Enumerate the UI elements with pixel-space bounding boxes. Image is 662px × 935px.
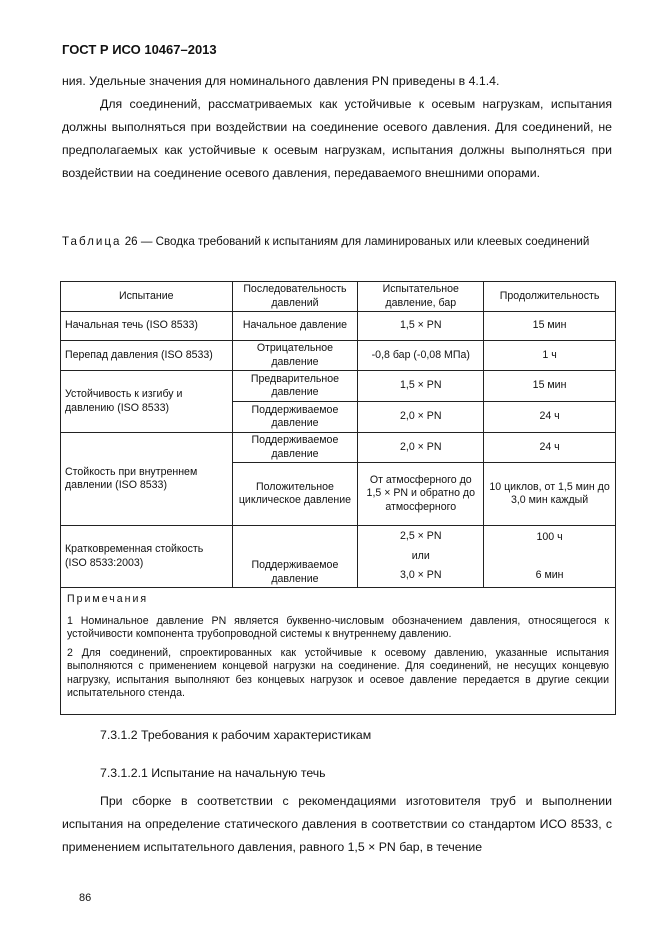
cell-test: Кратковременная стойкость (ISO 8533:2003) [61,526,233,588]
document-header: ГОСТ Р ИСО 10467–2013 [62,42,217,57]
table-caption-label: Таблица [62,235,122,248]
cell-duration: 1 ч [484,341,616,371]
cell-pressure: От атмосферного до 1,5 × PN и обратно до атмосферного [358,463,484,526]
table-notes-row [61,588,616,715]
cell-sequence: Поддерживаемое давление [232,526,358,588]
notes-title: Примечания [67,593,149,605]
table-row [61,526,616,588]
section-heading-73121: 7.3.1.2.1 Испытание на начальную течь [100,766,326,780]
cell-pressure: 2,0 × PN [358,402,484,433]
cell-pressure: 1,5 × PN [358,371,484,402]
cell-duration: 15 мин [484,312,616,341]
test-requirements-table [60,281,616,715]
header-duration: Продолжительность [484,282,616,312]
table-header-row [61,282,616,312]
cell-pressure-options [358,526,484,588]
cell-sequence: Поддерживаемое давление [232,433,358,463]
cell-pressure: -0,8 бар (-0,08 МПа) [358,341,484,371]
section-heading-7312: 7.3.1.2 Требования к рабочим характеристикам [100,728,372,742]
header-test: Испытание [61,282,233,312]
cell-test: Стойкость при внутреннем давлении (ISO 8533) [61,433,233,526]
cell-pressure: 1,5 × PN [358,312,484,341]
duration-option: 100 ч [536,530,563,543]
cell-test: Устойчивость к изгибу и давлению (ISO 8533) [61,371,233,433]
table-row [61,433,616,463]
page-number: 86 [79,892,92,904]
cell-duration-options [484,526,616,588]
cell-duration: 10 циклов, от 1,5 мин до 3,0 мин каждый [484,463,616,526]
pressure-option: 3,0 × PN [400,569,442,582]
cell-sequence: Предварительное давление [232,371,358,402]
table-notes [61,588,616,715]
paragraph-axial-loads: Для соединений, рассматриваемых как устойчивые к осевым нагрузкам, испытания должны выполняться при воздействии на соединение осевого давления. Для соединений, не предполагаемых как устойчивые к осевым нагрузкам, испытания должны выполняться при воздействии на соединение осевого давления, передаваемого внешними опорами. [62,97,612,180]
note-1: 1 Номинальное давление PN является буквенно-числовым обозначением давления, относящегося к устойчивости компонента трубопроводной системы к внутреннему давлению. [67,614,609,640]
note-2: 2 Для соединений, спроектированных как устойчивые к осевому давлению, указанные испытания выполняются с применением концевой нагрузки на соединение. Для соединений, не несущих концевую нагрузку, испытания выполняют без концевых нагрузок и осевое давление передается в другие секции испытательного стенда. [67,646,609,699]
cell-sequence: Отрицательное давление [232,341,358,371]
header-pressure: Испытательное давление, бар [358,282,484,312]
cell-pressure: 2,0 × PN [358,433,484,463]
table-row [61,341,616,371]
header-sequence: Последовательность давлений [232,282,358,312]
pressure-or: или [411,549,430,562]
table-caption-text: 26 — Сводка требований к испытаниям для ламинированых или клеевых соединений [124,235,590,248]
duration-option: 6 мин [535,569,564,581]
table-caption [62,234,622,249]
cell-sequence: Начальное давление [232,312,358,341]
cell-duration: 24 ч [484,402,616,433]
cell-duration: 24 ч [484,433,616,463]
table-row [61,312,616,341]
cell-sequence: Поддерживаемое давление [232,402,358,433]
paragraph-assembly: При сборке в соответствии с рекомендациями изготовителя труб и выполнении испытания на определение статического давления в соответствии со стандартом ИСО 8533, с применением испытательного давления, равного 1,5 × PN бар, в течение [62,794,612,854]
cell-sequence: Положительное циклическое давление [232,463,358,526]
cell-duration: 15 мин [484,371,616,402]
table-row [61,371,616,402]
paragraph-continuation: ния. Удельные значения для номинального давления PN приведены в 4.1.4. [62,74,500,88]
pressure-option: 2,5 × PN [400,530,442,543]
cell-test: Перепад давления (ISO 8533) [61,341,233,371]
cell-test: Начальная течь (ISO 8533) [61,312,233,341]
